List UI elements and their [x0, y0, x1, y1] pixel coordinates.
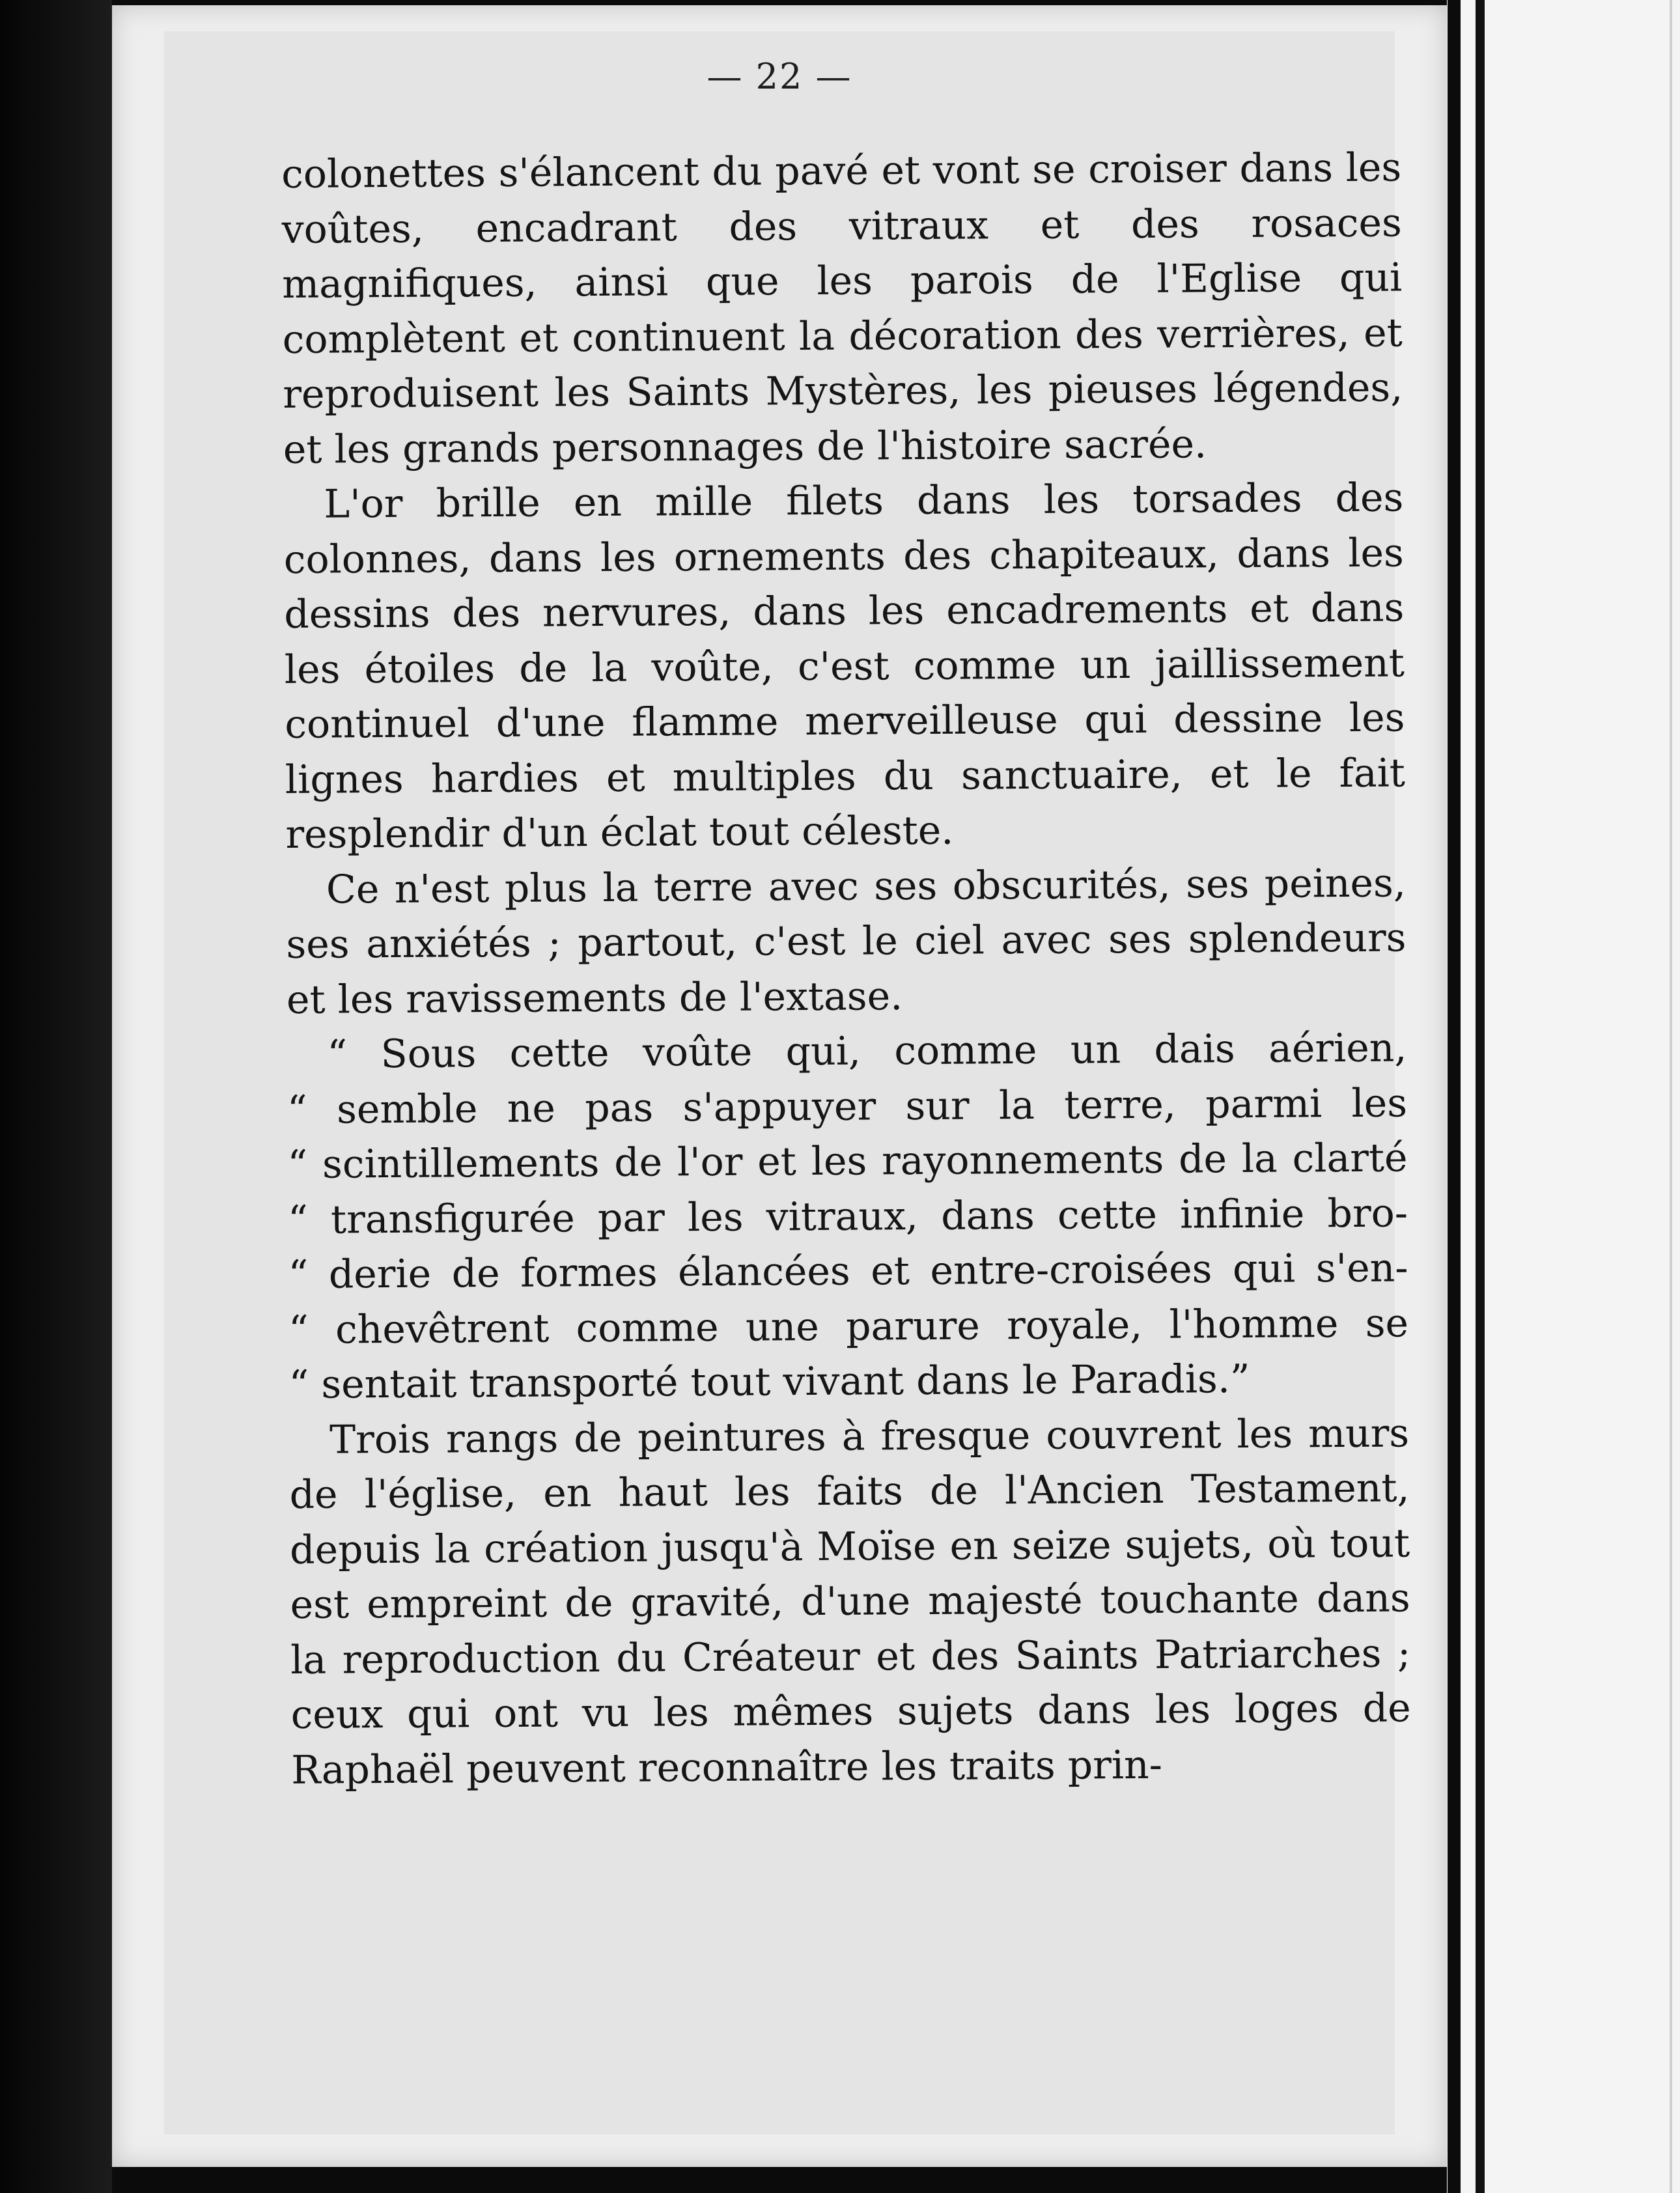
quotation-line: “ chevêtrent comme une parure royale, l'homme se [288, 1300, 1409, 1353]
paragraph-4: Trois rangs de peintures à fresque couvrent les murs de l'église, en haut les faits de l'Ancien Testament, depuis la création jusqu'à Moïse en seize sujets, où tout est empreint de gravité, d'une majesté touchante dans la reproduction du Créateur et des Saints Patriarches ; ceux qui ont vu les mêmes sujets dans les loges de Raphaël peuvent reconnaître les traits prin- [289, 1410, 1411, 1793]
paragraph-2: L'or brille en mille filets dans les torsades des colonnes, dans les ornements des chapiteaux, dans les dessins des nervures, dans les encadrements et dans les étoiles de la voûte, c'est comme un jaillissement continuel d'une flamme merveilleuse qui dessine les lignes hardies et multiples du sanctuaire, et le fait resplendir d'un éclat tout céleste. [283, 475, 1406, 858]
quotation-block [287, 1020, 1409, 1412]
page-number: — 22 — [707, 56, 852, 97]
quotation-line: “ scintillements de l'or et les rayonnements de la clarté [287, 1135, 1408, 1188]
page-gutter-shadow [1476, 0, 1485, 2193]
quotation-line: “ sentait transporté tout vivant dans le Paradis.” [288, 1356, 1250, 1408]
quotation-line: “ semble ne pas s'appuyer sur la terre, parmi les [287, 1080, 1408, 1133]
body-text [281, 140, 1411, 1797]
page-gutter-shadow [1448, 0, 1461, 2193]
quotation-line: “ Sous cette voûte qui, comme un dais aérien, [327, 1025, 1407, 1078]
page-edge-line [1670, 0, 1672, 2193]
quotation-line: “ transfigurée par les vitraux, dans cette infinie bro- [287, 1190, 1408, 1243]
quotation-line: “ derie de formes élancées et entre-croisées qui s'en- [288, 1245, 1408, 1298]
scan-background-left [0, 0, 112, 2193]
paragraph-3: Ce n'est plus la terre avec ses obscurités, ses peines, ses anxiétés ; partout, c'est le ciel avec ses splendeurs et les ravissements de l'extase. [286, 859, 1407, 1023]
paragraph-1: colonettes s'élancent du pavé et vont se croiser dans les voûtes, encadrant des vitraux et des rosaces magnifiques, ainsi que les parois de l'Eglise qui complètent et continuent la décoration des verrières, et reproduisent les Saints Mystères, les pieuses légendes, et les grands personnages de l'histoire sacrée. [281, 145, 1403, 473]
book-page [112, 5, 1447, 2167]
next-page-edge [1447, 0, 1680, 2193]
